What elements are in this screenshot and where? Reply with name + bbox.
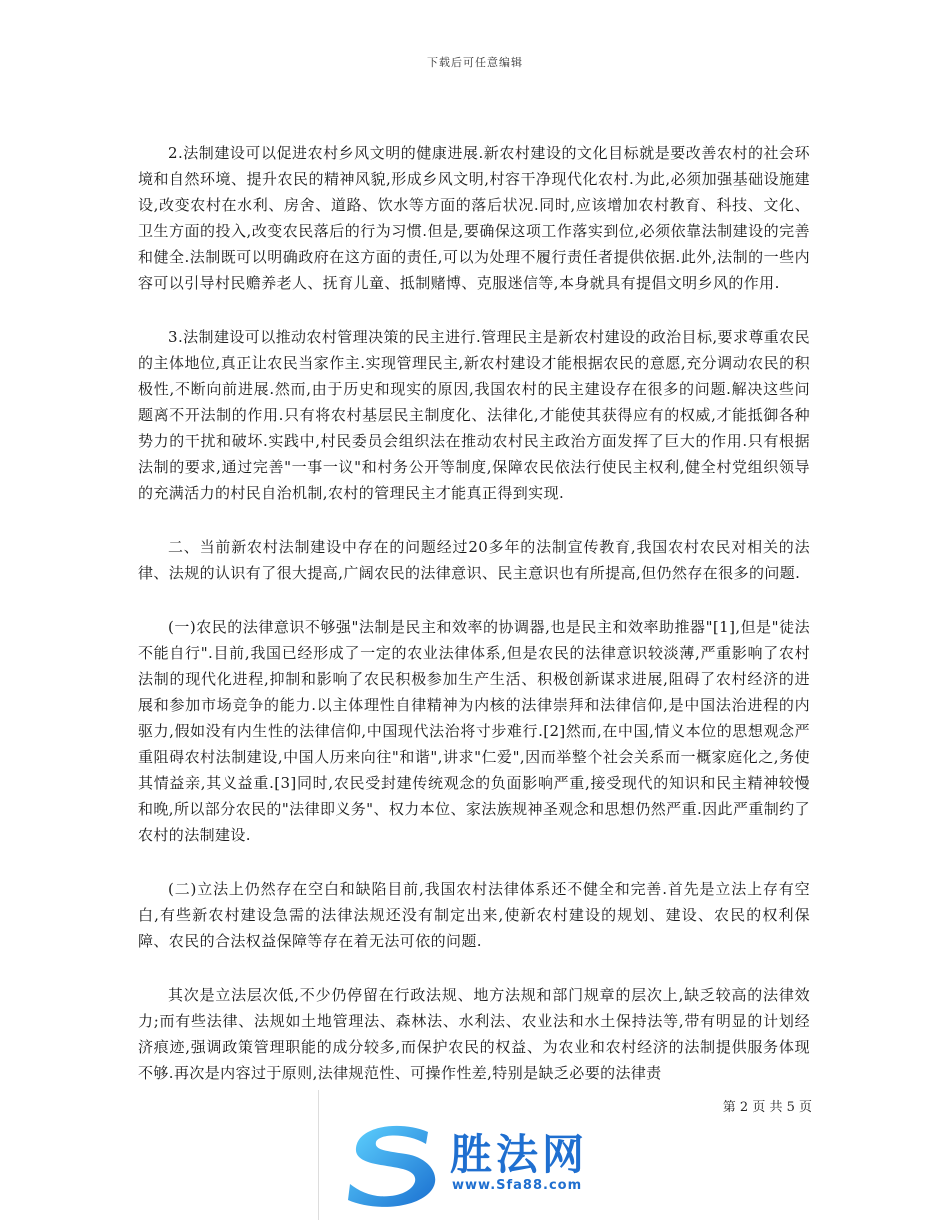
page-number: 第 2 页 共 5 页 <box>722 1100 812 1115</box>
site-logo <box>340 1118 620 1210</box>
paragraph: 2.法制建设可以促进农村乡风文明的健康进展.新农村建设的文化目标就是要改善农村的社会环境和自然环境、提升农民的精神风貌,形成乡风文明,村容干净现代化农村.为此,必须加强基础设施建设,改变农村在水利、房舍、道路、饮水等方面的落后状况.同时,应该增加农村教育、科技、文化、卫生方面的投入,改变农民落后的行为习惯.但是,要确保这项工作落实到位,必须依靠法制建设的完善和健全.法制既可以明确政府在这方面的责任,可以为处理不履行责任者提供依据.此外,法制的一些内容可以引导村民赡养老人、抚育儿童、抵制赌博、克服迷信等,本身就具有提倡文明乡风的作用. <box>138 144 810 292</box>
paragraph: (二)立法上仍然存在空白和缺陷目前,我国农村法律体系还不健全和完善.首先是立法上存有空白,有些新农村建设急需的法律法规还没有制定出来,使新农村建设的规划、建设、农民的权利保障、农民的合法权益保障等存在着无法可依的问题. <box>138 880 810 950</box>
footer-divider <box>318 1090 319 1220</box>
s-swoosh-icon <box>340 1118 450 1210</box>
logo-url: www.Sfa88.com <box>452 1178 583 1193</box>
document-body <box>138 140 810 1114</box>
logo-wordmark: 胜法网 <box>450 1130 589 1179</box>
page-header: 下载后可任意编辑 <box>427 56 523 69</box>
paragraph: (一)农民的法律意识不够强"法制是民主和效率的协调器,也是民主和效率助推器"[1],但是"徒法不能自行".目前,我国已经形成了一定的农业法律体系,但是农民的法律意识较淡薄,严重影响了农村法制的现代化进程,抑制和影响了农民积极参加生产生活、积极创新谋求进展,阻碍了农村经济的进展和参加市场竞争的能力.以主体理性自律精神为内核的法律崇拜和法律信仰,是中国法治进程的内驱力,假如没有内生性的法律信仰,中国现代法治将寸步难行.[2]然而,在中国,情义本位的思想观念严重阻碍农村法制建设,中国人历来向往"和谐",讲求"仁爱",因而举整个社会关系而一概家庭化之,务使其情益亲,其义益重.[3]同时,农民受封建传统观念的负面影响严重,接受现代的知识和民主精神较慢和晚,所以部分农民的"法律即义务"、权力本位、家法族规神圣观念和思想仍然严重.因此严重制约了农村的法制建设. <box>138 618 810 844</box>
paragraph: 3.法制建设可以推动农村管理决策的民主进行.管理民主是新农村建设的政治目标,要求尊重农民的主体地位,真正让农民当家作主.实现管理民主,新农村建设才能根据农民的意愿,充分调动农民的积极性,不断向前进展.然而,由于历史和现实的原因,我国农村的民主建设存在很多的问题.解决这些问题离不开法制的作用.只有将农村基层民主制度化、法律化,才能使其获得应有的权威,才能抵御各种势力的干扰和破坏.实践中,村民委员会组织法在推动农村民主政治方面发挥了巨大的作用.只有根据法制的要求,通过完善"一事一议"和村务公开等制度,保障农民依法行使民主权利,健全村党组织领导的充满活力的村民自治机制,农村的管理民主才能真正得到实现. <box>138 328 810 502</box>
paragraph: 其次是立法层次低,不少仍停留在行政法规、地方法规和部门规章的层次上,缺乏较高的法律效力;而有些法律、法规如土地管理法、森林法、水利法、农业法和水土保持法等,带有明显的计划经济痕迹,强调政策管理职能的成分较多,而保护农民的权益、为农业和农村经济的法制提供服务体现不够.再次是内容过于原则,法律规范性、可操作性差,特别是缺乏必要的法律责 <box>138 986 810 1082</box>
paragraph: 二、当前新农村法制建设中存在的问题经过20多年的法制宣传教育,我国农村农民对相关的法律、法规的认识有了很大提高,广阔农民的法律意识、民主意识也有所提高,但仍然存在很多的问题. <box>138 538 810 582</box>
